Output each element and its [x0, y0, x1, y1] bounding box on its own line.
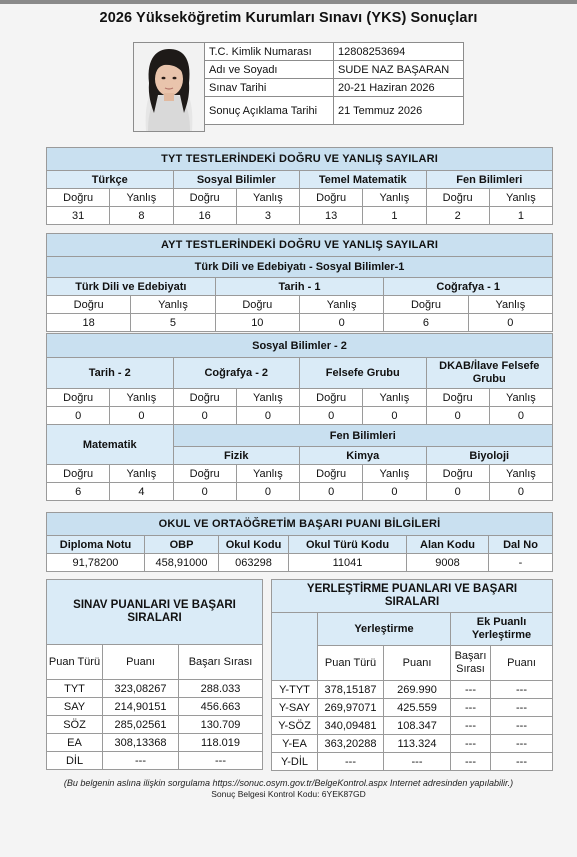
obp-header: Alan Kodu [407, 536, 489, 554]
ayt-group1-title: Türk Dili ve Edebiyatı - Sosyal Bilimler-1 [47, 257, 553, 278]
puan-turu: Y-EA [272, 735, 318, 753]
yer-header: Puan Türü [318, 646, 384, 681]
dogru-label: Doğru [173, 465, 236, 483]
dogru-value: 31 [47, 207, 110, 225]
dogru-label: Doğru [47, 189, 110, 207]
yanlis-value: 0 [363, 407, 426, 425]
info-value: 20-21 Haziran 2026 [334, 79, 464, 97]
yanlis-label: Yanlış [363, 465, 426, 483]
yanlis-value: 3 [236, 207, 299, 225]
obp-header: OBP [145, 536, 219, 554]
yer-blank [272, 613, 318, 681]
basari-sirasi: 130.709 [179, 716, 263, 734]
ek-puan: --- [451, 735, 491, 753]
puan: --- [103, 752, 179, 770]
obp-value: - [489, 554, 553, 572]
puan-turu: Y-SAY [272, 699, 318, 717]
yanlis-value: 8 [110, 207, 173, 225]
obp-header: Diploma Notu [47, 536, 145, 554]
ek-puan: --- [451, 717, 491, 735]
ayt-table-2 [46, 333, 553, 501]
ayt-test-name: Biyoloji [426, 447, 553, 465]
dogru-value: 0 [300, 407, 363, 425]
ayt-test-name: Felsefe Grubu [300, 358, 427, 389]
dogru-value: 2 [426, 207, 489, 225]
tyt-table [46, 147, 553, 225]
verification-note: (Bu belgenin aslına ilişkin sorgulama https://sonuc.osym.gov.tr/BelgeKontrol.aspx Internet adresinden yapılabilir.) [63, 778, 514, 788]
puan-turu: Y-DİL [272, 753, 318, 771]
dogru-value: 10 [215, 314, 299, 332]
yanlis-label: Yanlış [110, 389, 173, 407]
yanlis-label: Yanlış [236, 189, 299, 207]
ayt-test-name: Coğrafya - 2 [173, 358, 300, 389]
ayt-fen-title: Fen Bilimleri [173, 425, 553, 447]
basari-sirasi: --- [384, 753, 451, 771]
ayt-test-name: Tarih - 1 [215, 278, 384, 296]
info-row-exam-date [205, 79, 464, 97]
yanlis-value: 0 [110, 407, 173, 425]
yanlis-value: 5 [131, 314, 215, 332]
dogru-value: 0 [300, 483, 363, 501]
basari-sirasi: 425.559 [384, 699, 451, 717]
yanlis-label: Yanlış [363, 389, 426, 407]
yanlis-value: 0 [236, 483, 299, 501]
obp-header: Okul Kodu [219, 536, 289, 554]
yer-header: Puanı [491, 646, 553, 681]
ek-puan: --- [451, 699, 491, 717]
dogru-label: Doğru [300, 189, 363, 207]
dogru-label: Doğru [173, 389, 236, 407]
yanlis-label: Yanlış [299, 296, 383, 314]
info-row-name [205, 61, 464, 79]
tyt-test-name: Fen Bilimleri [426, 171, 553, 189]
dogru-value: 18 [47, 314, 131, 332]
info-label: Sonuç Açıklama Tarihi [205, 97, 334, 125]
yanlis-value: 0 [489, 407, 552, 425]
obp-value: 458,91000 [145, 554, 219, 572]
yer-group-ek: Ek Puanlı Yerleştirme [451, 613, 553, 646]
yanlis-label: Yanlış [363, 189, 426, 207]
info-value: 21 Temmuz 2026 [334, 97, 464, 125]
obp-header: Okul Türü Kodu [289, 536, 407, 554]
yanlis-value: 1 [363, 207, 426, 225]
basari-sirasi: 288.033 [179, 680, 263, 698]
obp-table [46, 512, 553, 572]
ayt-title: AYT TESTLERİNDEKİ DOĞRU VE YANLIŞ SAYILARI [47, 234, 553, 257]
yanlis-label: Yanlış [236, 389, 299, 407]
puan: 214,90151 [103, 698, 179, 716]
info-label: T.C. Kimlik Numarası [205, 43, 334, 61]
dogru-label: Doğru [426, 389, 489, 407]
yanlis-label: Yanlış [468, 296, 552, 314]
puan: 363,20288 [318, 735, 384, 753]
ek-basari-sirasi: --- [491, 717, 553, 735]
sinav-header: Puanı [103, 645, 179, 680]
puan: 269,97071 [318, 699, 384, 717]
obp-value: 91,78200 [47, 554, 145, 572]
ayt-test-name: Türk Dili ve Edebiyatı [47, 278, 216, 296]
obp-value: 9008 [407, 554, 489, 572]
dogru-value: 13 [300, 207, 363, 225]
obp-title: OKUL VE ORTAÖĞRETİM BAŞARI PUANI BİLGİLERİ [47, 513, 553, 536]
yanlis-label: Yanlış [131, 296, 215, 314]
basari-sirasi: 118.019 [179, 734, 263, 752]
dogru-label: Doğru [300, 389, 363, 407]
sinav-puanlari-table [46, 579, 263, 770]
tyt-test-name: Temel Matematik [300, 171, 427, 189]
basari-sirasi: 108.347 [384, 717, 451, 735]
candidate-info-table [204, 42, 464, 125]
dogru-label: Doğru [47, 465, 110, 483]
basari-sirasi: 269.990 [384, 681, 451, 699]
yer-header: Başarı Sırası [451, 646, 491, 681]
puan: 378,15187 [318, 681, 384, 699]
ayt-test-name: Tarih - 2 [47, 358, 174, 389]
dogru-value: 0 [173, 407, 236, 425]
basari-sirasi: 113.324 [384, 735, 451, 753]
ek-basari-sirasi: --- [491, 681, 553, 699]
yanlis-value: 1 [489, 207, 552, 225]
ayt-group2-title: Sosyal Bilimler - 2 [47, 334, 553, 358]
ek-puan: --- [451, 681, 491, 699]
obp-header: Dal No [489, 536, 553, 554]
tyt-test-name: Türkçe [47, 171, 174, 189]
ayt-table-1 [46, 233, 553, 332]
yanlis-label: Yanlış [489, 389, 552, 407]
ayt-test-name: Coğrafya - 1 [384, 278, 553, 296]
dogru-label: Doğru [47, 296, 131, 314]
yanlis-label: Yanlış [489, 465, 552, 483]
dogru-label: Doğru [173, 189, 236, 207]
tyt-title: TYT TESTLERİNDEKİ DOĞRU VE YANLIŞ SAYILARI [47, 148, 553, 171]
candidate-photo [133, 42, 205, 132]
puan-turu: Y-TYT [272, 681, 318, 699]
yer-title: YERLEŞTİRME PUANLARI VE BAŞARI SIRALARI [272, 580, 553, 613]
basari-sirasi: --- [179, 752, 263, 770]
info-value: SUDE NAZ BAŞARAN [334, 61, 464, 79]
dogru-label: Doğru [426, 465, 489, 483]
yanlis-value: 0 [468, 314, 552, 332]
info-label: Adı ve Soyadı [205, 61, 334, 79]
yanlis-label: Yanlış [110, 189, 173, 207]
dogru-value: 0 [173, 483, 236, 501]
yanlis-value: 4 [110, 483, 173, 501]
info-label: Sınav Tarihi [205, 79, 334, 97]
sinav-title: SINAV PUANLARI VE BAŞARI SIRALARI [47, 580, 263, 645]
puan: --- [318, 753, 384, 771]
info-row-tc [205, 43, 464, 61]
yanlis-value: 0 [489, 483, 552, 501]
puan-turu: SÖZ [47, 716, 103, 734]
obp-value: 11041 [289, 554, 407, 572]
ek-basari-sirasi: --- [491, 735, 553, 753]
info-row-result-date [205, 97, 464, 125]
puan: 323,08267 [103, 680, 179, 698]
dogru-label: Doğru [426, 189, 489, 207]
dogru-value: 16 [173, 207, 236, 225]
puan-turu: EA [47, 734, 103, 752]
puan: 340,09481 [318, 717, 384, 735]
sinav-header: Puan Türü [47, 645, 103, 680]
ayt-test-name: Kimya [300, 447, 427, 465]
obp-value: 063298 [219, 554, 289, 572]
puan: 308,13368 [103, 734, 179, 752]
yer-header: Puanı [384, 646, 451, 681]
ek-puan: --- [451, 753, 491, 771]
yanlis-value: 0 [363, 483, 426, 501]
yanlis-label: Yanlış [489, 189, 552, 207]
dogru-label: Doğru [215, 296, 299, 314]
puan-turu: TYT [47, 680, 103, 698]
ayt-test-name: DKAB/İlave Felsefe Grubu [426, 358, 553, 389]
puan-turu: SAY [47, 698, 103, 716]
puan: 285,02561 [103, 716, 179, 734]
yanlis-value: 0 [236, 407, 299, 425]
page-title: 2026 Yükseköğretim Kurumları Sınavı (YKS) Sonuçları [99, 10, 478, 26]
yanlis-value: 0 [299, 314, 383, 332]
control-code: Sonuç Belgesi Kontrol Kodu: 6YEK87GD [211, 789, 366, 799]
puan-turu: DİL [47, 752, 103, 770]
top-rule [0, 0, 577, 4]
yer-group-yerlestirme: Yerleştirme [318, 613, 451, 646]
ayt-matematik-name: Matematik [47, 425, 174, 465]
dogru-value: 0 [47, 407, 110, 425]
sinav-header: Başarı Sırası [179, 645, 263, 680]
dogru-value: 0 [426, 483, 489, 501]
ek-basari-sirasi: --- [491, 753, 553, 771]
dogru-value: 6 [384, 314, 468, 332]
yanlis-label: Yanlış [236, 465, 299, 483]
info-value: 12808253694 [334, 43, 464, 61]
basari-sirasi: 456.663 [179, 698, 263, 716]
candidate-photo-image [134, 43, 204, 131]
yanlis-label: Yanlış [110, 465, 173, 483]
tyt-test-name: Sosyal Bilimler [173, 171, 300, 189]
dogru-value: 6 [47, 483, 110, 501]
dogru-label: Doğru [300, 465, 363, 483]
puan-turu: Y-SÖZ [272, 717, 318, 735]
dogru-value: 0 [426, 407, 489, 425]
dogru-label: Doğru [384, 296, 468, 314]
yerlestirme-puanlari-table [271, 579, 553, 771]
ayt-test-name: Fizik [173, 447, 300, 465]
dogru-label: Doğru [47, 389, 110, 407]
ek-basari-sirasi: --- [491, 699, 553, 717]
